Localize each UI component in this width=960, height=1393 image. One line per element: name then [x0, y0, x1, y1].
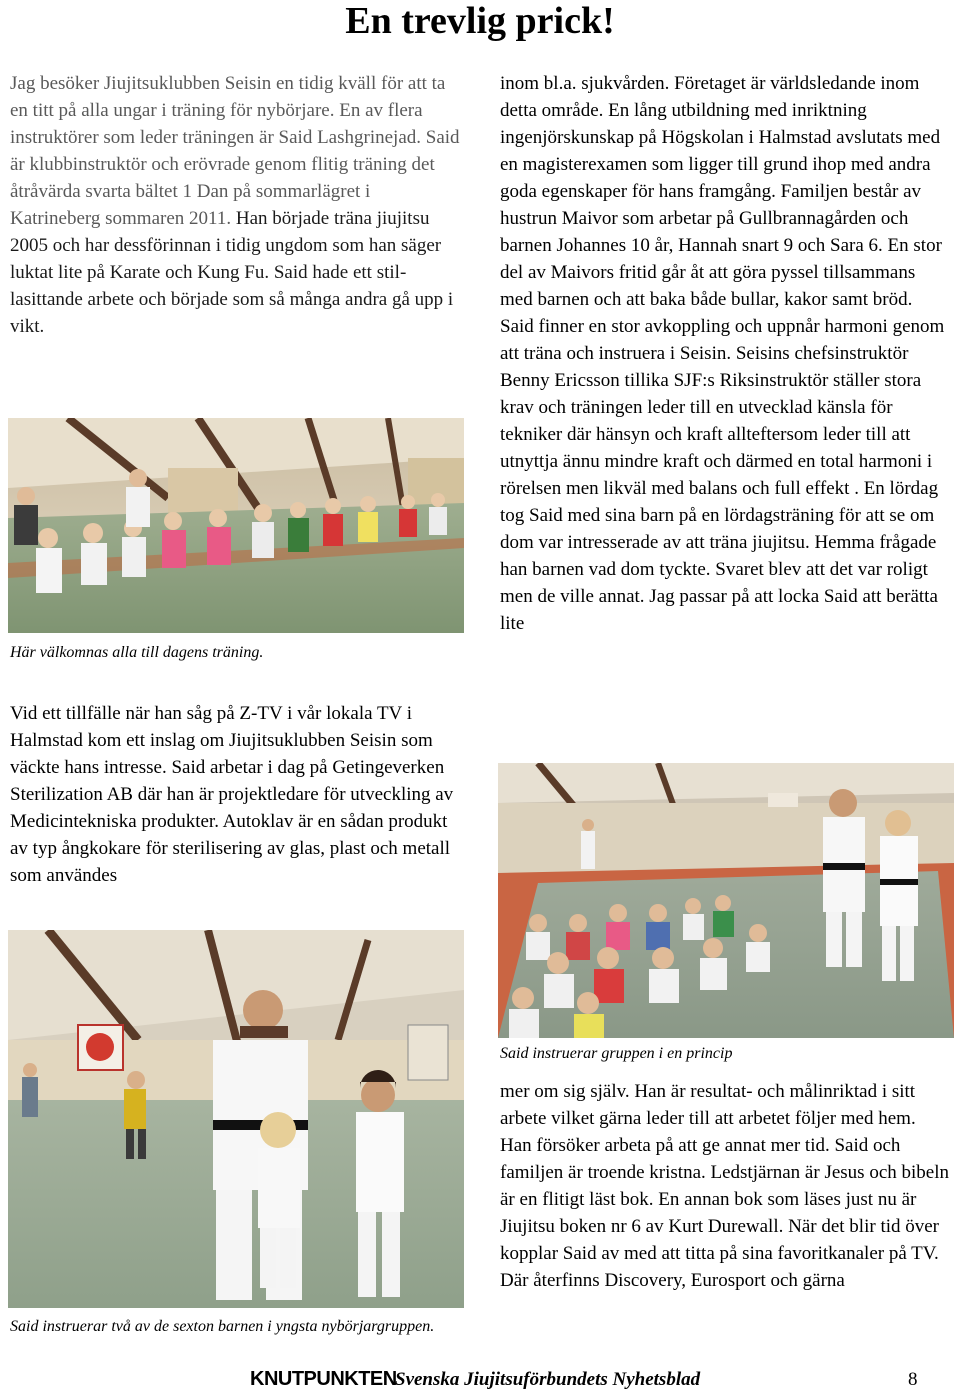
left-column — [10, 70, 460, 340]
footer-publication-name: Svenska Jiujitsuförbundets Nyhetsblad — [395, 1369, 701, 1390]
photo-children-seated — [8, 418, 464, 633]
page-footer — [0, 1368, 960, 1393]
right-body-paragraph: inom bl.a. sjukvården. Företaget är världsledande inom detta område. En lång utbildning med inriktning ingenjörskunskap på Högskolan i Halmstad avslutats med en magisterexamen som ligger till grund ihop med andra goda egenskaper för hans framgång. Familjen består av hustrun Maivor som arbetar på Gullbrannagården och barnen Johannes 10 år, Hannah snart 9 och Sara 6. En stor del av Maivors fritid går åt att göra pyssel tillsammans med barnen och att baka både bullar, kakor samt bröd. Said finner en stor avkoppling och uppnår harmoni genom att träna och instruera i Seisin. Seisins chefsinstruktör Benny Ericsson tillika SJF:s Riksinstruktör ställer stora krav och träningen leder till en utvecklad känsla för tekniker där hänsyn och kraft allteftersom leder till att utnyttja ännu mindre kraft och därmed en total harmoni i rörelsen men likväl med balans och full effekt . En lördag tog Said med sina barn på en lördagsträning för att se om dom var intresserade av att träna jiujitsu. Hemma frågade han barnen vad dom tyckte. Svaret blev att det var roligt men de ville annat. Jag passar på att locka Said att berätta lite — [500, 73, 945, 634]
intro-text-dark: Han började träna jiujitsu 2005 och har dessförinnan i tidig ungdom som han säger luktat lite på Karate och Kung Fu. Said hade ett stillasittande arbete och började som så många andra gå upp i vikt. — [10, 208, 454, 337]
right-body-2-wrap — [500, 1078, 950, 1294]
right-body-paragraph-2: mer om sig själv. Han är resultat- och målinriktad i sitt arbete vilket gärna leder till att arbetet följer med hem. Han försöker arbeta på att ge annat mer tid. Said och familjen är troende kristna. Ledstjärnan är Jesus och bibeln är en flitigt läst bok. En annan bok som läses just nu är Jiujitsu boken nr 6 av Kurt Durewall. När det blir tid över kopplar Said av med att titta på sina favoritkanaler på TV. Där återfinns Discovery, Eurosport och gärna — [500, 1081, 949, 1291]
caption-photo-2-wrap — [500, 1043, 950, 1065]
left-intro-paragraph — [10, 70, 460, 340]
caption-photo-3: Said instruerar två av de sexton barnen i yngsta nybörjargruppen. — [10, 1318, 435, 1335]
left-body-paragraph: Vid ett tillfälle när han såg på Z-TV i vår lokala TV i Halmstad kom ett inslag om Jiujitsuklubben Seisin som väckte hans intresse. Said arbetar i dag på Getingeverken Sterilization AB där han är projektledare för utveckling av Medicintekniska produkter. Autoklav är en sådan produkt av typ ångkokare för sterilisering av glas, plast och metall som användes — [10, 703, 454, 886]
intro-text-gray: Jag besöker Jiujitsuklubben Seisin en tidig kväll för att ta en titt på alla ungar i träning för nybörjare. En av flera instruktörer som leder träningen är Said Lashgrinejad. Said är klubbinstruktör och erövrade genom flitig träning det åtråvärda svarta bältet 1 Dan på sommarlägret i Katrineberg sommaren 2011. — [10, 73, 460, 229]
caption-photo-1: Här välkomnas alla till dagens träning. — [10, 644, 264, 661]
caption-photo-2: Said instruerar gruppen i en princip — [500, 1045, 733, 1062]
left-body-wrap — [10, 700, 460, 889]
right-column — [500, 70, 950, 637]
footer-brand-logo: KNUTPUNKTEN — [250, 1368, 397, 1390]
footer-page-number: 8 — [908, 1369, 918, 1390]
article-title: En trevlig prick! — [345, 0, 615, 42]
photo-group-on-mat — [498, 763, 954, 1038]
caption-photo-1-wrap — [10, 642, 460, 664]
caption-photo-3-wrap — [10, 1316, 460, 1338]
photo-instructor-two-kids — [8, 930, 464, 1308]
